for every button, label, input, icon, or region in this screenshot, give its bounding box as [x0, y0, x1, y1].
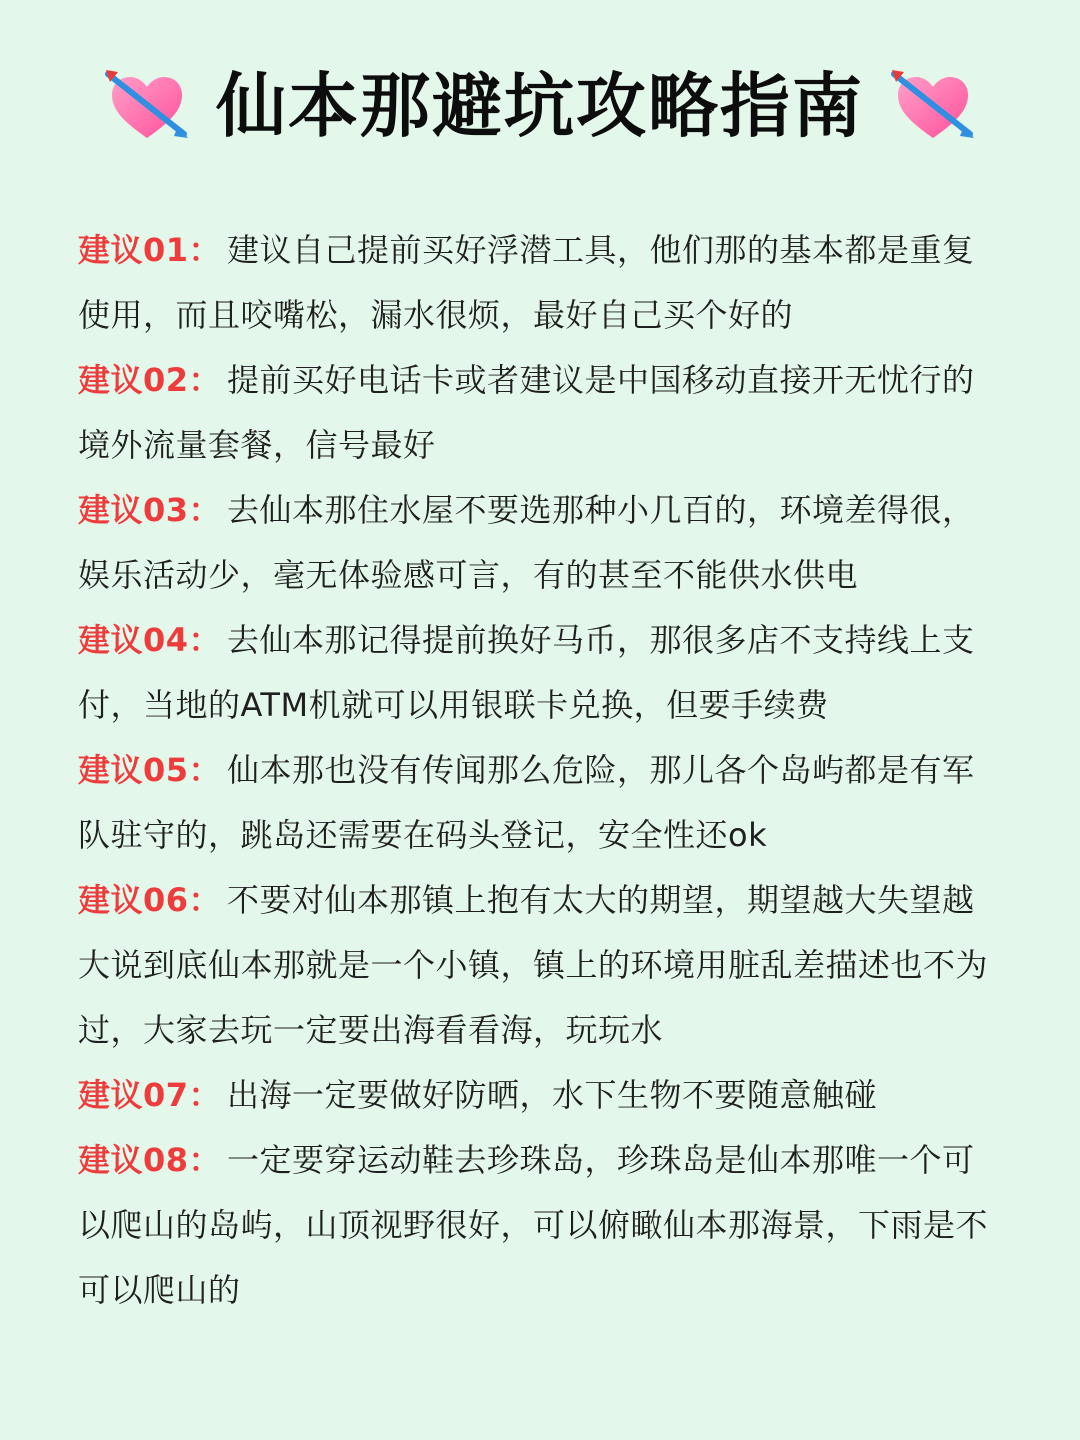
tip-label: 建议05： [78, 751, 222, 789]
tip-label: 建议02： [78, 361, 222, 399]
heart-with-arrow-icon [104, 68, 190, 144]
tip-item-02 [78, 348, 1002, 478]
tip-text: 出海一定要做好防晒，水下生物不要随意触碰 [227, 1076, 878, 1114]
tip-item-03 [78, 478, 1002, 608]
tip-text: 去仙本那住水屋不要选那种小几百的，环境差得很，娱乐活动少，毫无体验感可言，有的甚至不能供水供电 [78, 491, 975, 594]
tip-text: 一定要穿运动鞋去珍珠岛，珍珠岛是仙本那唯一个可以爬山的岛屿，山顶视野很好，可以俯瞰仙本那海景，下雨是不可以爬山的 [78, 1141, 989, 1309]
tip-text: 不要对仙本那镇上抱有太大的期望，期望越大失望越大说到底仙本那就是一个小镇，镇上的环境用脏乱差描述也不为过，大家去玩一定要出海看看海，玩玩水 [78, 881, 989, 1049]
tip-item-06 [78, 868, 1002, 1063]
tip-text: 仙本那也没有传闻那么危险，那儿各个岛屿都是有军队驻守的，跳岛还需要在码头登记，安全性还ok [78, 751, 975, 854]
tip-label: 建议04： [78, 621, 222, 659]
tip-text: 提前买好电话卡或者建议是中国移动直接开无忧行的境外流量套餐，信号最好 [78, 361, 975, 464]
tip-label: 建议01： [78, 231, 222, 269]
tips-list [78, 218, 1002, 1323]
tip-item-07 [78, 1063, 1002, 1128]
title-row [78, 58, 1002, 154]
tip-label: 建议06： [78, 881, 222, 919]
tip-item-05 [78, 738, 1002, 868]
page-title: 仙本那避坑攻略指南 [216, 65, 864, 147]
tip-item-04 [78, 608, 1002, 738]
tip-label: 建议03： [78, 491, 222, 529]
tip-item-08 [78, 1128, 1002, 1323]
tip-text: 建议自己提前买好浮潜工具，他们那的基本都是重复使用，而且咬嘴松，漏水很烦，最好自己买个好的 [78, 231, 975, 334]
tip-item-01 [78, 218, 1002, 348]
tip-text: 去仙本那记得提前换好马币，那很多店不支持线上支付，当地的ATM机就可以用银联卡兑换，但要手续费 [78, 621, 975, 724]
heart-with-arrow-icon [890, 68, 976, 144]
tip-label: 建议07： [78, 1076, 222, 1114]
tip-label: 建议08： [78, 1141, 222, 1179]
